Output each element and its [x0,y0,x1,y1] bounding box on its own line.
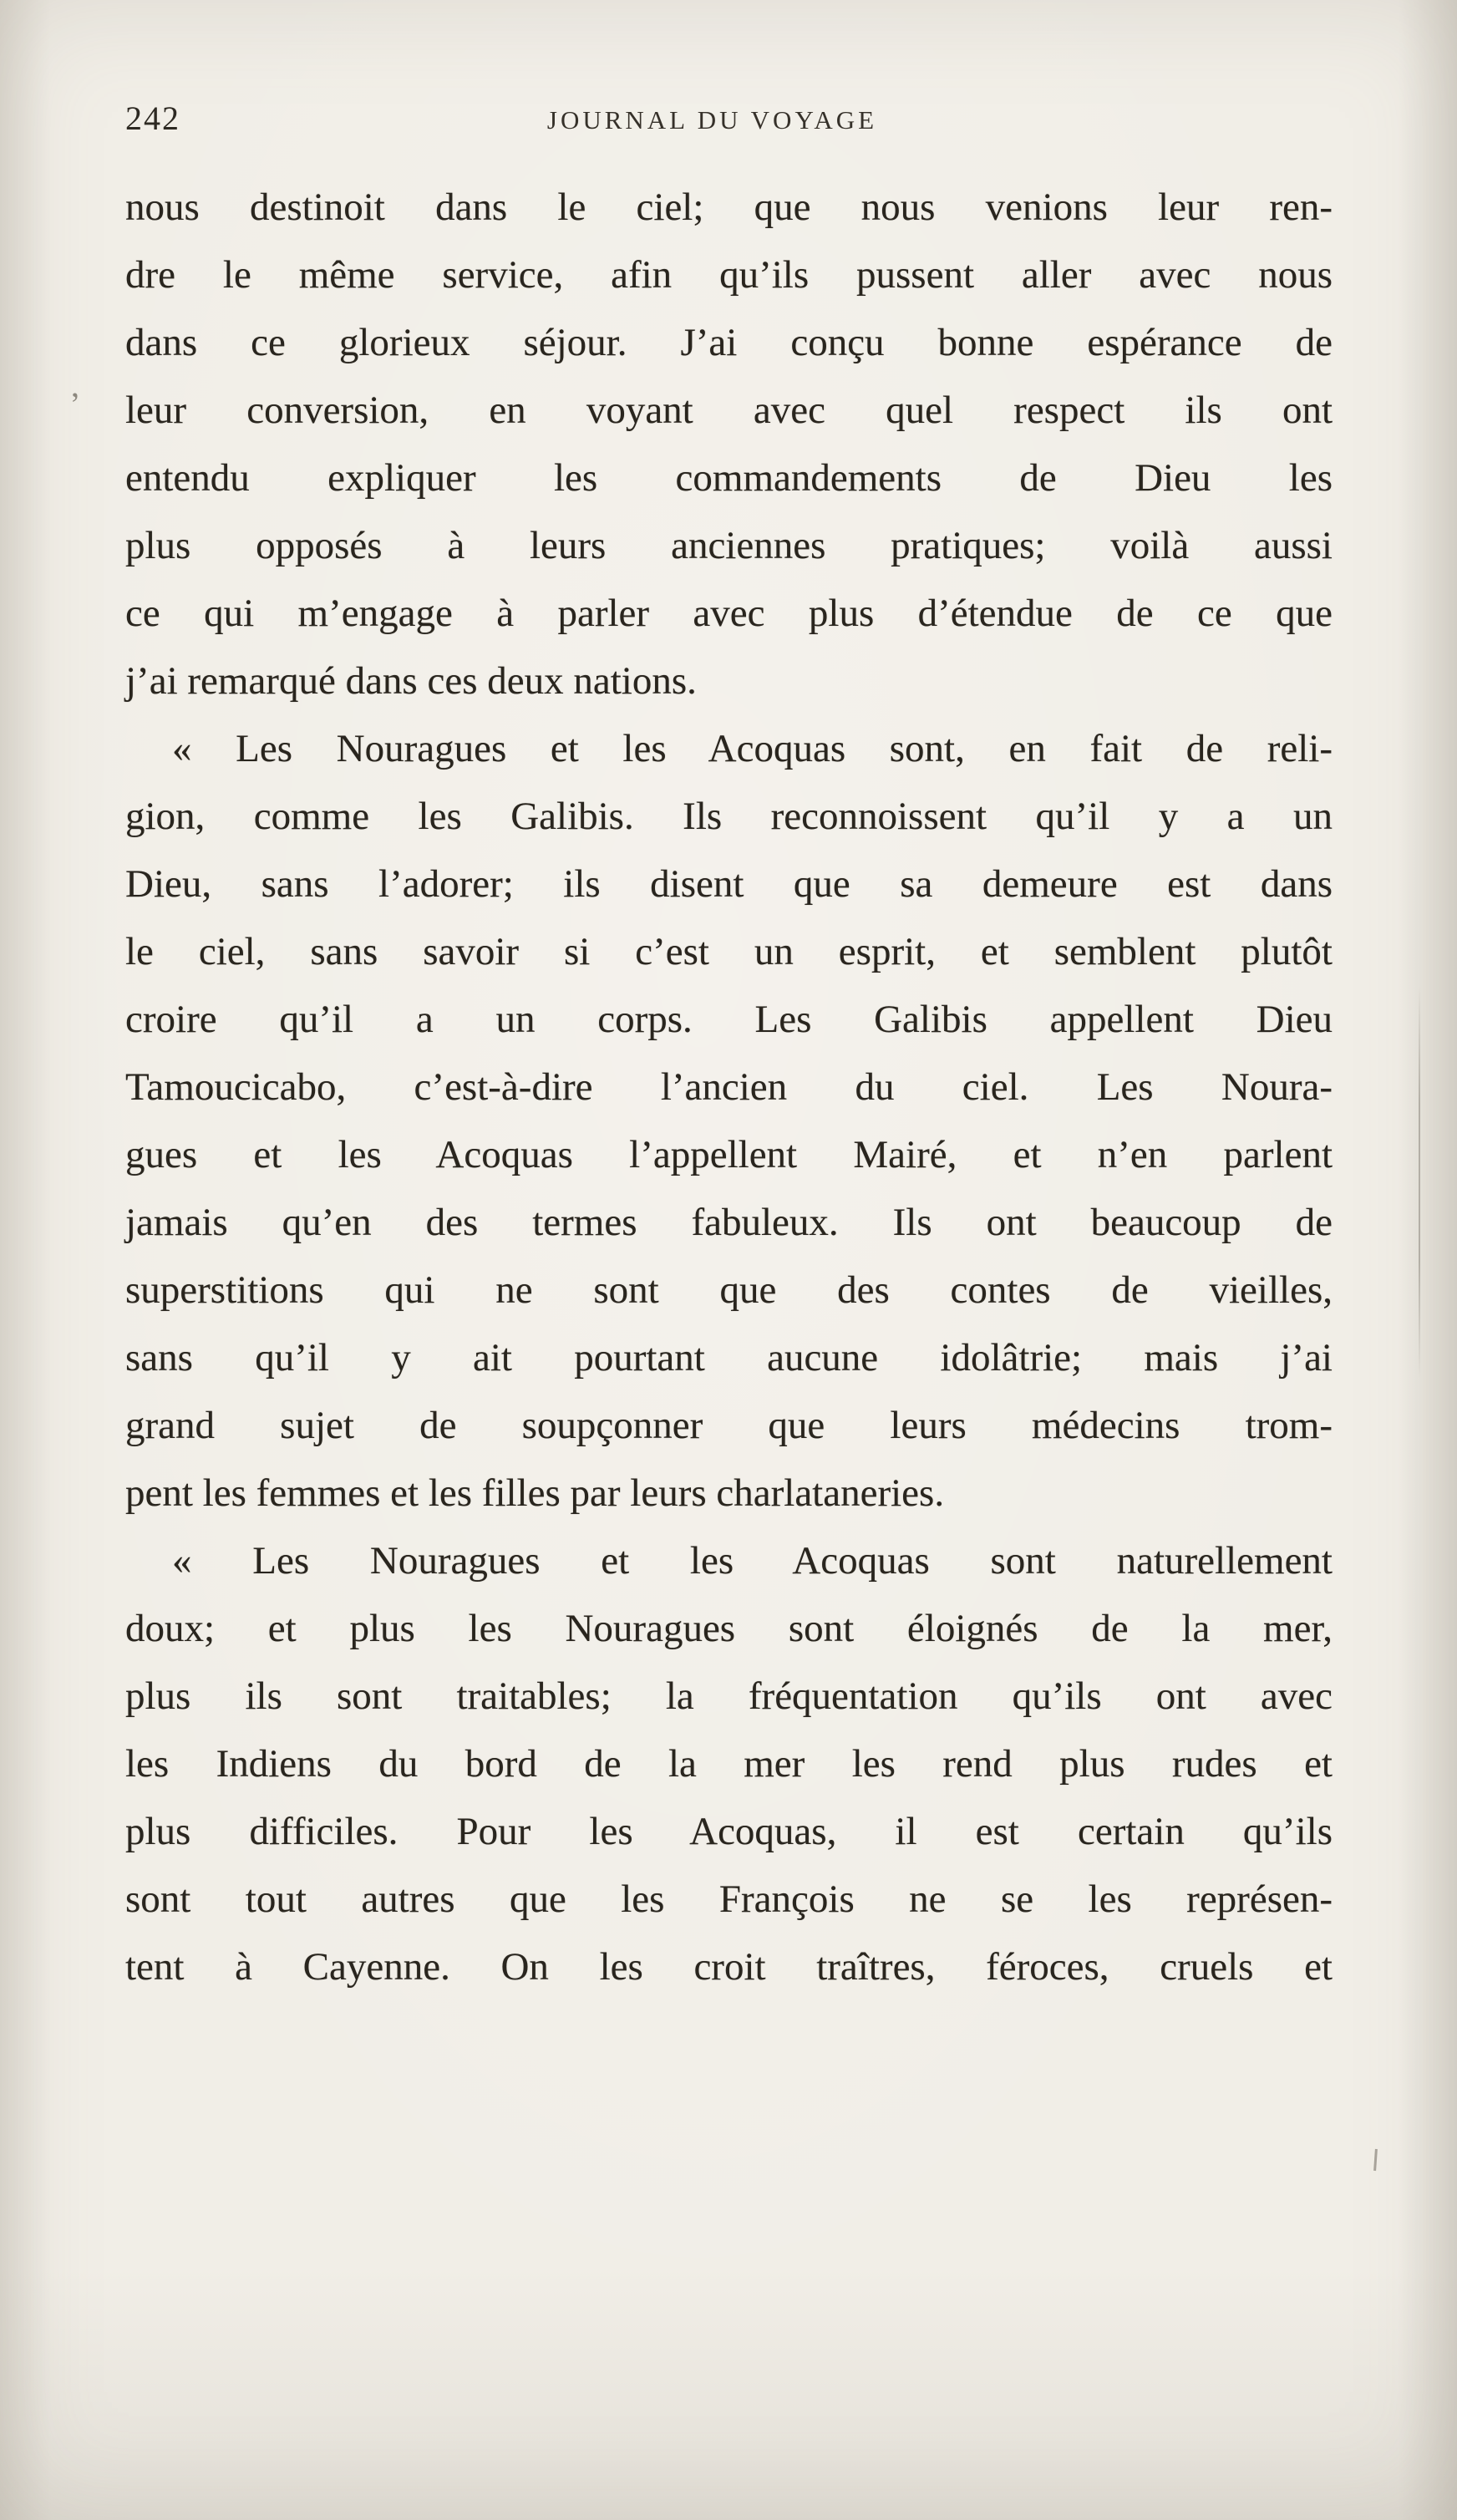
text-line: sont tout autres que les François ne se les représen- [125,1877,1333,1921]
text-line: gues et les Acoquas l’appellent Mairé, et n’en parlent [125,1133,1333,1176]
scan-artifact-tick [1373,2149,1378,2171]
text-line: tent à Cayenne. On les croit traîtres, féroces, cruels et [125,1945,1333,1989]
text-line: sans qu’il y ait pourtant aucune idolâtrie; mais j’ai [125,1336,1333,1379]
text-line: ce qui m’engage à parler avec plus d’étendue de ce que [125,592,1333,635]
text-line: pent les femmes et les filles par leurs charlataneries. [125,1471,945,1515]
text-line: plus difficiles. Pour les Acoquas, il est certain qu’ils [125,1810,1333,1853]
page-number: 242 [125,99,180,137]
text-line: entendu expliquer les commandements de Dieu les [125,456,1333,500]
text-line: nous destinoit dans le ciel; que nous venions leur ren- [125,185,1333,229]
text-block [125,174,1333,2001]
text-line: doux; et plus les Nouragues sont éloignés de la mer, [125,1607,1333,1650]
text-line: Tamoucicabo, c’est-à-dire l’ancien du ciel. Les Noura- [125,1065,1333,1109]
text-line: plus ils sont traitables; la fréquentation qu’ils ont avec [125,1674,1333,1718]
text-line: jamais qu’en des termes fabuleux. Ils ont beaucoup de [125,1201,1333,1244]
text-line: gion, comme les Galibis. Ils reconnoissent qu’il y a un [125,795,1333,838]
text-line: croire qu’il a un corps. Les Galibis appellent Dieu [125,998,1333,1041]
text-line: j’ai remarqué dans ces deux nations. [125,659,697,703]
scan-artifact-mark: ’ [68,384,84,424]
running-title: JOURNAL DU VOYAGE [546,105,878,135]
text-line: grand sujet de soupçonner que leurs médecins trom- [125,1404,1333,1447]
text-line: superstitions qui ne sont que des contes de vieilles, [125,1268,1333,1312]
page-header [125,99,1333,150]
text-line: les Indiens du bord de la mer les rend plus rudes et [125,1742,1333,1786]
text-line: « Les Nouragues et les Acoquas sont, en fait de reli- [172,727,1333,770]
text-line: plus opposés à leurs anciennes pratiques; voilà aussi [125,524,1333,567]
text-line: Dieu, sans l’adorer; ils disent que sa demeure est dans [125,862,1333,906]
text-line: le ciel, sans savoir si c’est un esprit, et semblent plutôt [125,930,1333,973]
text-line: leur conversion, en voyant avec quel respect ils ont [125,389,1333,432]
text-line: dans ce glorieux séjour. J’ai conçu bonne espérance de [125,321,1333,364]
scan-artifact-page-edge [1419,986,1420,1379]
text-line: « Les Nouragues et les Acoquas sont naturellement [172,1539,1333,1583]
text-line: dre le même service, afin qu’ils pussent aller avec nous [125,253,1333,297]
